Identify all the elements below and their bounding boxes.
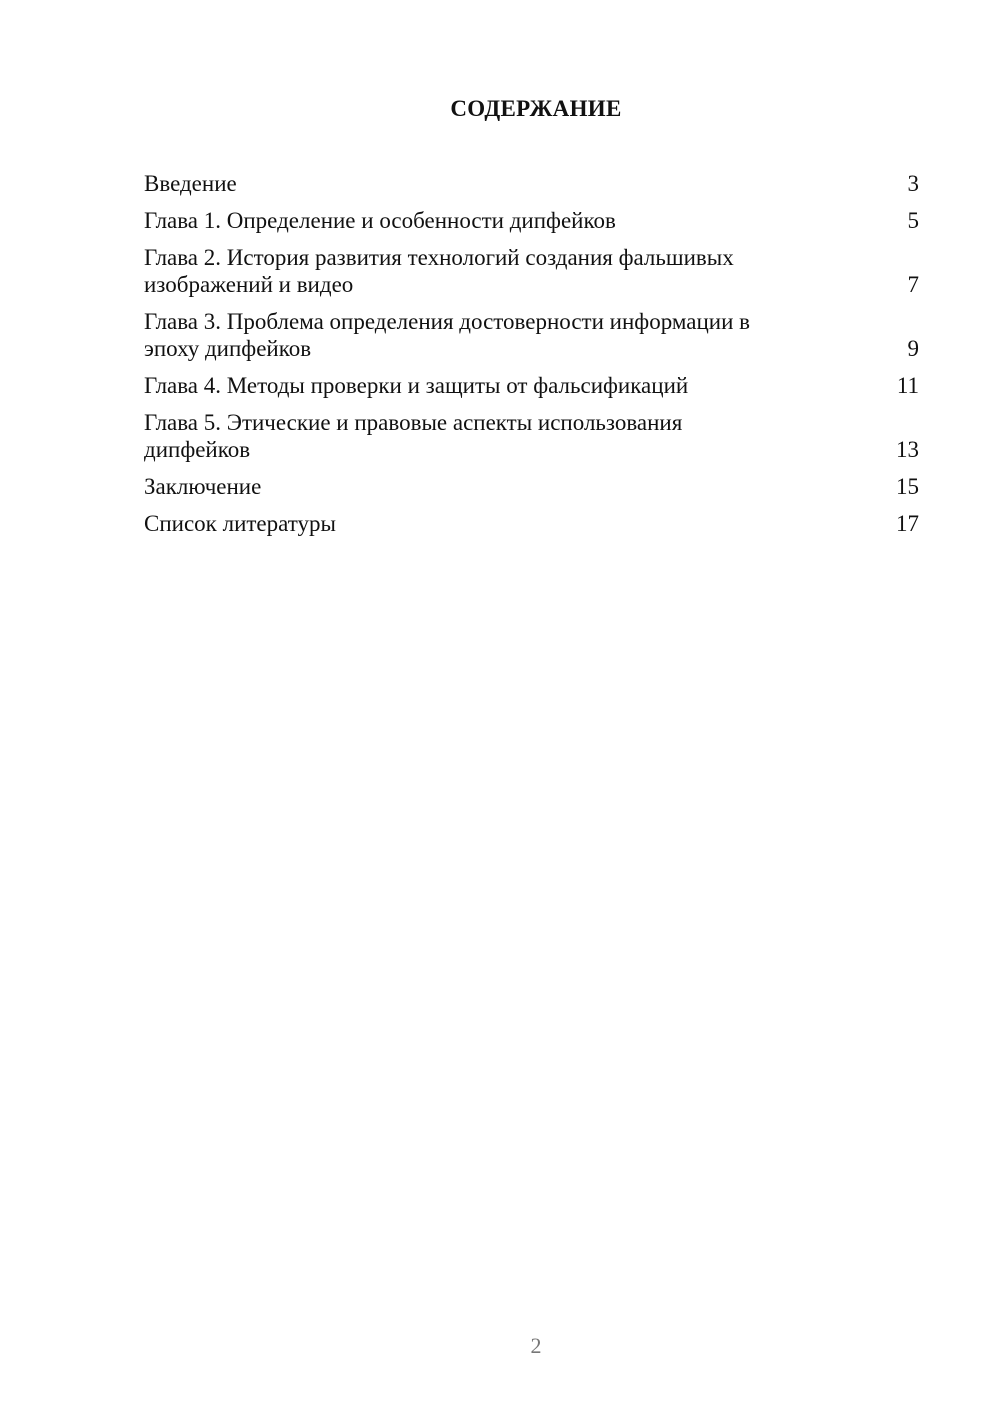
toc-entry-line: эпоху дипфейков bbox=[144, 336, 312, 361]
toc-entry-line: Заключение bbox=[144, 474, 262, 499]
toc-entry-line: Глава 1. Определение и особенности дипфейков bbox=[144, 208, 616, 233]
toc-entry-references bbox=[144, 510, 919, 537]
toc-entry-chapter-5 bbox=[144, 409, 919, 463]
toc-entry-introduction bbox=[144, 170, 919, 197]
toc-entry-page-number: 15 bbox=[896, 474, 919, 499]
toc-entry-line: Глава 5. Этические и правовые аспекты использования bbox=[144, 410, 683, 435]
toc-entry-chapter-4 bbox=[144, 372, 919, 399]
toc-entry-title bbox=[144, 372, 919, 399]
toc-entry-line: дипфейков bbox=[144, 437, 251, 462]
toc-entry-chapter-3 bbox=[144, 308, 919, 362]
toc-entry-title bbox=[144, 170, 919, 197]
toc-entry-page-number: 13 bbox=[896, 437, 919, 462]
toc-entry-page-number: 3 bbox=[907, 171, 919, 196]
toc-entry-line: Список литературы bbox=[144, 511, 336, 536]
page-title: СОДЕРЖАНИЕ bbox=[450, 96, 622, 121]
toc-entry-page-number: 17 bbox=[896, 511, 919, 536]
toc-entry-conclusion bbox=[144, 473, 919, 500]
toc-entry-chapter-2 bbox=[144, 244, 919, 298]
toc-entry-line: Глава 2. История развития технологий создания фальшивых bbox=[144, 245, 734, 270]
toc-entry-line: Глава 3. Проблема определения достоверности информации в bbox=[144, 309, 750, 334]
toc-entry-title bbox=[144, 207, 919, 234]
page-number: 2 bbox=[530, 1333, 542, 1358]
toc-entry-title bbox=[144, 244, 919, 298]
toc-entry-line: Введение bbox=[144, 171, 237, 196]
toc-entry-title bbox=[144, 473, 919, 500]
toc-entry-chapter-1 bbox=[144, 207, 919, 234]
toc-entry-title bbox=[144, 510, 919, 537]
table-of-contents bbox=[144, 170, 919, 547]
toc-entry-page-number: 11 bbox=[896, 373, 919, 398]
toc-entry-page-number: 5 bbox=[907, 208, 919, 233]
toc-entry-page-number: 7 bbox=[907, 272, 919, 297]
toc-entry-page-number: 9 bbox=[907, 336, 919, 361]
toc-entry-title bbox=[144, 409, 919, 463]
toc-entry-line: Глава 4. Методы проверки и защиты от фальсификаций bbox=[144, 373, 689, 398]
toc-entry-line: изображений и видео bbox=[144, 272, 354, 297]
toc-entry-title bbox=[144, 308, 919, 362]
